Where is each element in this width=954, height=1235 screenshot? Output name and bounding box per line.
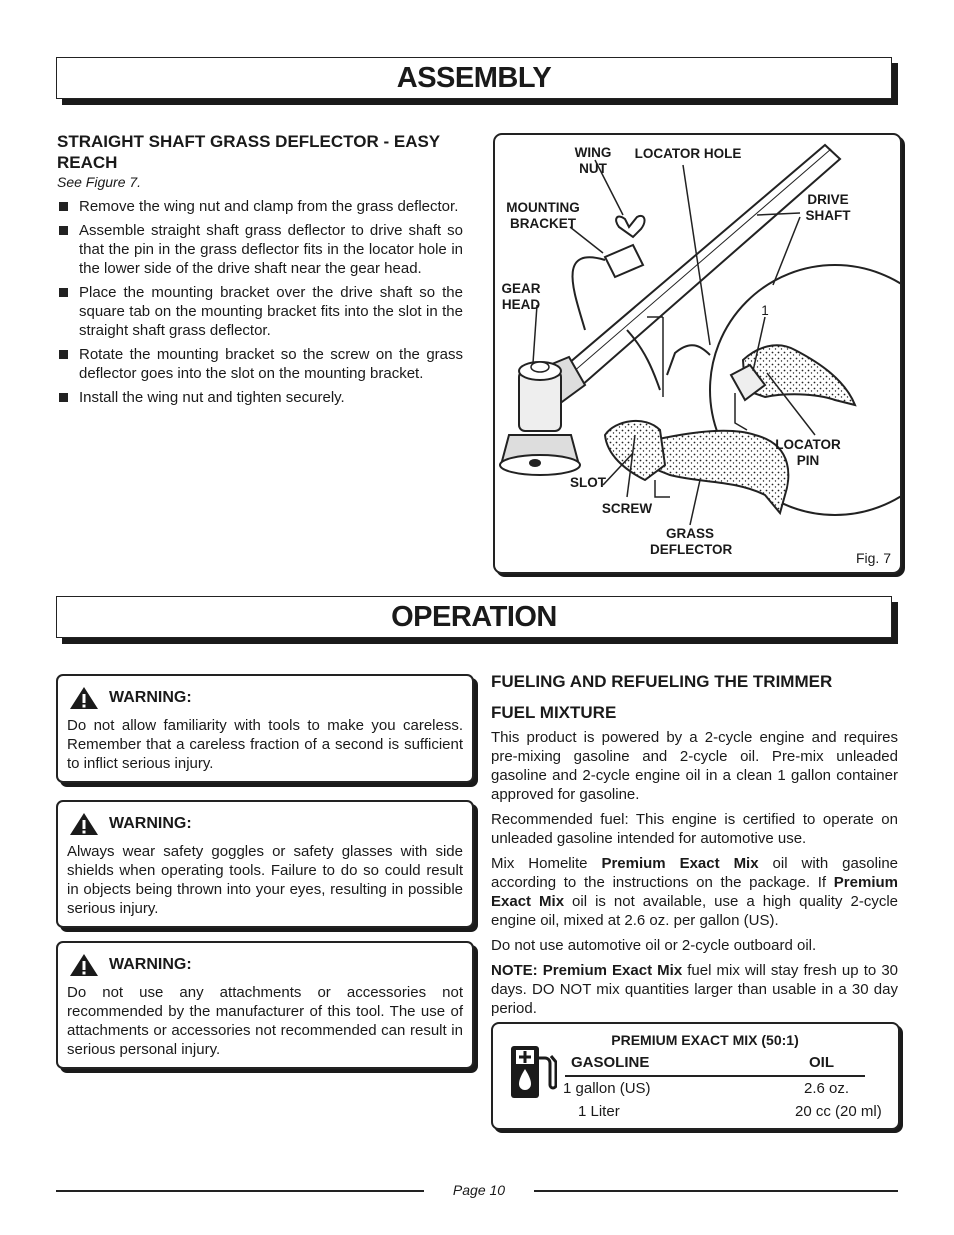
label-grass-deflector: GRASS DEFLECTOR	[650, 526, 733, 557]
label-callout-1: 1	[761, 303, 769, 318]
warning-text: Always wear safety goggles or safety glasses with side shields when operating tools. Failure to do so could result in objects being thrown into your eyes, resulting in possible serious injury.	[67, 843, 463, 917]
figure-caption: Fig. 7	[855, 550, 891, 566]
see-figure-note: See Figure 7.	[57, 174, 142, 190]
warning-header	[69, 953, 463, 977]
col-gasoline: GASOLINE	[571, 1054, 650, 1071]
deflector-steps	[57, 197, 463, 407]
fuel-paragraph-4: Do not use automotive oil or 2-cycle outboard oil.	[491, 937, 817, 954]
warning-header	[69, 686, 463, 710]
warning-box-familiarity	[56, 674, 474, 783]
fuel-mixture-heading: FUEL MIXTURE	[491, 703, 617, 722]
col-oil: OIL	[809, 1054, 834, 1071]
label-locator-hole: LOCATOR HOLE	[634, 146, 742, 161]
fuel-paragraph-3	[491, 854, 898, 930]
deflector-section	[57, 131, 463, 412]
operation-banner	[56, 596, 892, 638]
warning-triangle-icon	[69, 686, 99, 710]
warning-triangle-icon	[69, 812, 99, 836]
list-item: Install the wing nut and tighten securely.	[57, 388, 463, 407]
footer-rule-right	[534, 1190, 898, 1192]
row-1-oil: 2.6 oz.	[804, 1080, 850, 1097]
warning-header	[69, 812, 463, 836]
operation-title: OPERATION	[391, 600, 557, 633]
warning-text: Do not use any attachments or accessories not recommended by the manufacturer of this tool. The use of attachments or accessories not recommended can result in serious personal injury.	[67, 984, 463, 1058]
p3-bold-d: Premium Exact Mix	[491, 874, 898, 910]
label-mounting-bracket: MOUNTING BRACKET	[506, 200, 580, 231]
p3-text-e: oil is not available, use a high quality 2-cycle engine oil, mixed at 2.6 oz. per gallon (US).	[491, 893, 898, 929]
row-1-gasoline: 1 gallon (US)	[563, 1080, 651, 1097]
list-item: Remove the wing nut and clamp from the grass deflector.	[57, 197, 463, 216]
warning-title: WARNING:	[109, 956, 192, 973]
warning-triangle-icon	[69, 953, 99, 977]
fuel-note	[491, 961, 898, 1018]
footer-rule-left	[56, 1190, 424, 1192]
p3-text-a: Mix Homelite	[491, 855, 602, 872]
warning-title: WARNING:	[109, 815, 192, 832]
deflector-heading: STRAIGHT SHAFT GRASS DEFLECTOR - EASY REACH	[57, 132, 440, 172]
label-slot: SLOT	[570, 475, 606, 490]
warning-text: Do not allow familiarity with tools to make you careless. Remember that a careless fraction of a second is sufficient to inflict serious injury.	[67, 717, 463, 772]
note-text: fuel mix will stay fresh up to 30 days. DO NOT mix quantities larger than usable in a 30 day period.	[491, 962, 898, 1017]
fuel-pump-icon	[509, 1044, 557, 1100]
table-divider	[565, 1075, 865, 1077]
row-2-gasoline: 1 Liter	[578, 1103, 620, 1120]
assembly-banner	[56, 57, 892, 99]
label-locator-pin: LOCATOR PIN	[775, 437, 841, 468]
page-number: Page 10	[452, 1182, 506, 1198]
fueling-heading: FUELING AND REFUELING THE TRIMMER	[491, 672, 833, 691]
list-item: Assemble straight shaft grass deflector to drive shaft so that the pin in the grass deflector fits in the locator hole in the lower side of the drive shaft near the gear head.	[57, 221, 463, 278]
label-screw: SCREW	[601, 501, 653, 516]
p3-text-c: oil with gasoline according to the instructions on the package. If	[491, 855, 899, 891]
warning-box-attachments	[56, 941, 474, 1069]
assembly-title: ASSEMBLY	[396, 61, 552, 94]
figure-7	[493, 133, 902, 574]
warning-box-goggles	[56, 800, 474, 928]
warning-title: WARNING:	[109, 689, 192, 706]
label-gear-head: GEAR HEAD	[501, 281, 541, 312]
note-label: NOTE: Premium Exact Mix	[491, 962, 683, 979]
fueling-section	[491, 671, 898, 1024]
fuel-paragraph-2: Recommended fuel: This engine is certified to operate on unleaded gasoline intended for automotive use.	[491, 811, 898, 847]
mix-table-title: PREMIUM EXACT MIX (50:1)	[611, 1032, 799, 1048]
fuel-paragraph-1: This product is powered by a 2-cycle engine and requires pre-mixing gasoline and 2-cycle oil. Pre-mix unleaded gasoline and 2-cycle engine oil in a clean 1 gallon container approved for gasoline.	[491, 729, 898, 803]
label-wing-nut: WING NUT	[574, 145, 612, 176]
row-2-oil: 20 cc (20 ml)	[795, 1103, 882, 1120]
label-drive-shaft: DRIVE SHAFT	[805, 192, 851, 223]
list-item: Place the mounting bracket over the drive shaft so the square tab on the mounting bracket fits into the slot in the straight shaft grass deflector.	[57, 283, 463, 340]
premium-mix-table	[491, 1022, 900, 1130]
list-item: Rotate the mounting bracket so the screw on the grass deflector goes into the slot on the mounting bracket.	[57, 345, 463, 383]
p3-bold-b: Premium Exact Mix	[601, 855, 759, 872]
